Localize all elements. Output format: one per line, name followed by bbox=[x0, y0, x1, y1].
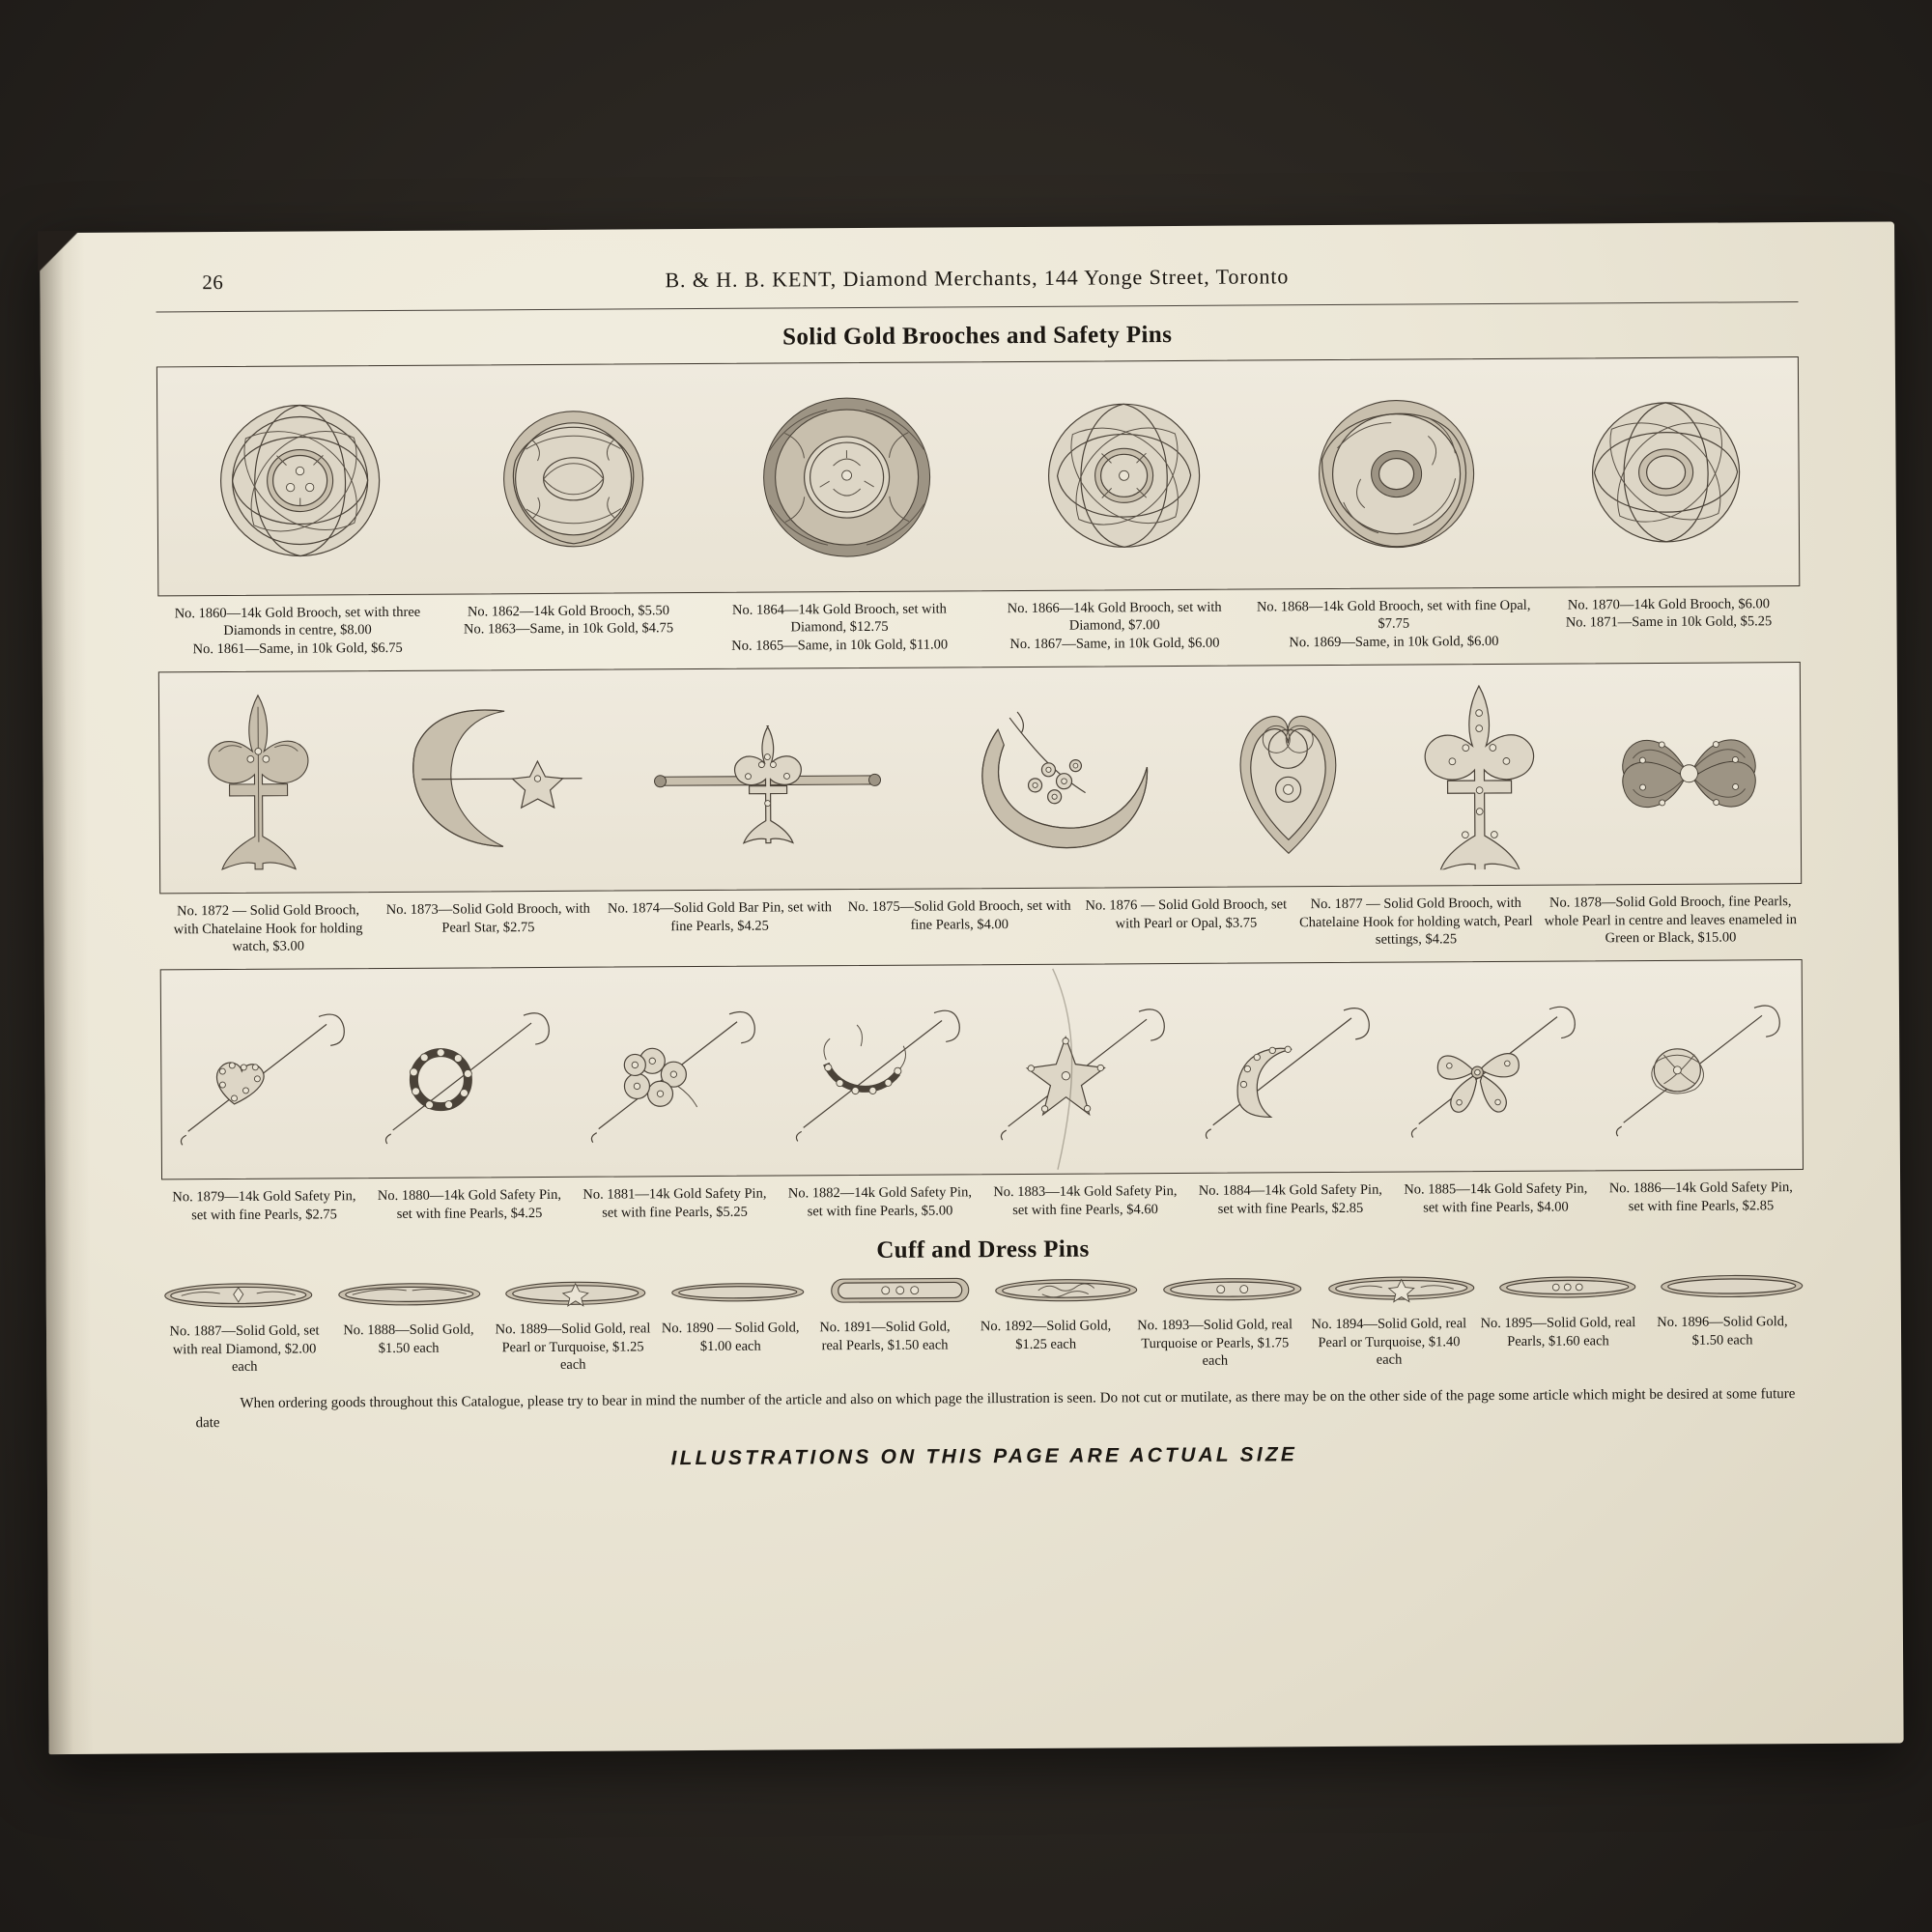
illustration-1860 bbox=[203, 384, 397, 578]
caption-1888: No. 1888—Solid Gold, $1.50 each bbox=[343, 1321, 474, 1356]
caption-1890: No. 1890 — Solid Gold, $1.00 each bbox=[661, 1320, 800, 1354]
caption-1891: No. 1891—Solid Gold, real Pearls, $1.50 each bbox=[819, 1319, 951, 1353]
caption-1885: No. 1885—14k Gold Safety Pin, set with fine Pearls, $4.00 bbox=[1404, 1180, 1588, 1216]
illustration-1885 bbox=[1404, 988, 1584, 1146]
illustration-1892 bbox=[994, 1269, 1139, 1311]
illustration-1889 bbox=[503, 1273, 648, 1315]
catalogue-page bbox=[40, 221, 1904, 1754]
caption-1876: No. 1876 — Solid Gold Brooch, set with Pearl or Opal, $3.75 bbox=[1085, 896, 1288, 932]
caption-1878: No. 1878—Solid Gold Brooch, fine Pearls, whole Pearl in centre and leaves enameled in Green or Black, $15.00 bbox=[1544, 894, 1798, 947]
illustration-1875 bbox=[940, 692, 1169, 863]
caption-row-3 bbox=[161, 1179, 1804, 1224]
illustration-1883 bbox=[994, 990, 1175, 1148]
page-number: 26 bbox=[202, 270, 224, 295]
illustration-1894 bbox=[1325, 1267, 1476, 1309]
illustration-1893 bbox=[1161, 1268, 1304, 1310]
page-content bbox=[156, 259, 1806, 1718]
caption-row-1 bbox=[157, 595, 1800, 659]
caption-1873: No. 1873—Solid Gold Brooch, with Pearl Star, $2.75 bbox=[385, 900, 590, 936]
illustration-1868 bbox=[1304, 385, 1489, 562]
caption-1864: No. 1864—14k Gold Brooch, set with Diamond, $12.75 No. 1865—Same, in 10k Gold, $11.00 bbox=[731, 601, 949, 654]
cuff-pin-row bbox=[162, 1264, 1804, 1317]
caption-1882: No. 1882—14k Gold Safety Pin, set with fine Pearls, $5.00 bbox=[787, 1184, 972, 1220]
illustration-1866 bbox=[1034, 385, 1214, 566]
caption-1895: No. 1895—Solid Gold, real Pearls, $1.60 each bbox=[1480, 1315, 1636, 1350]
illustration-1873 bbox=[383, 699, 596, 863]
caption-1877: No. 1877 — Solid Gold Brooch, with Chatelaine Hook for holding watch, Pearl settings, $4.25 bbox=[1299, 895, 1533, 948]
illustration-1886 bbox=[1609, 987, 1790, 1145]
caption-1880: No. 1880—14k Gold Safety Pin, set with fine Pearls, $4.25 bbox=[377, 1187, 561, 1222]
running-head: B. & H. B. KENT, Diamond Merchants, 144 Yonge Street, Toronto bbox=[665, 264, 1290, 293]
caption-1886: No. 1886—14k Gold Safety Pin, set with fine Pearls, $2.85 bbox=[1608, 1179, 1793, 1214]
caption-1881: No. 1881—14k Gold Safety Pin, set with fine Pearls, $5.25 bbox=[582, 1186, 767, 1221]
caption-1892: No. 1892—Solid Gold, $1.25 each bbox=[980, 1318, 1112, 1352]
section-title-2: Cuff and Dress Pins bbox=[876, 1236, 1090, 1264]
caption-1870: No. 1870—14k Gold Brooch, $6.00 No. 1871—Same in 10k Gold, $5.25 bbox=[1565, 596, 1773, 631]
illustration-1862 bbox=[487, 392, 660, 565]
illustration-1874 bbox=[646, 706, 889, 853]
illustration-1877 bbox=[1406, 680, 1552, 870]
caption-1896: No. 1896—Solid Gold, $1.50 each bbox=[1657, 1314, 1788, 1349]
illustration-band-row3 bbox=[160, 959, 1804, 1179]
illustration-1880 bbox=[379, 994, 559, 1151]
caption-1894: No. 1894—Solid Gold, real Pearl or Turquoise, $1.40 each bbox=[1311, 1316, 1467, 1368]
illustration-band-row2 bbox=[158, 662, 1802, 894]
caption-1884: No. 1884—14k Gold Safety Pin, set with fine Pearls, $2.85 bbox=[1198, 1182, 1382, 1217]
page-header bbox=[156, 259, 1798, 307]
illustration-1895 bbox=[1498, 1266, 1637, 1308]
caption-1875: No. 1875—Solid Gold Brooch, set with fine Pearls, $4.00 bbox=[847, 897, 1071, 933]
caption-row-4 bbox=[162, 1313, 1804, 1377]
caption-1887: No. 1887—Solid Gold, set with real Diamond, $2.00 each bbox=[169, 1322, 320, 1376]
caption-1893: No. 1893—Solid Gold, real Turquoise or Pearls, $1.75 each bbox=[1137, 1317, 1293, 1369]
illustration-1891 bbox=[827, 1270, 972, 1314]
illustration-1887 bbox=[162, 1275, 315, 1317]
caption-1868: No. 1868—14k Gold Brooch, set with fine Opal, $7.75 No. 1869—Same, in 10k Gold, $6.00 bbox=[1256, 597, 1531, 651]
illustration-1888 bbox=[336, 1274, 481, 1316]
section-title: Solid Gold Brooches and Safety Pins bbox=[782, 322, 1173, 351]
illustration-1876 bbox=[1220, 689, 1356, 864]
illustration-1870 bbox=[1578, 385, 1753, 558]
illustration-1884 bbox=[1199, 989, 1379, 1147]
caption-1874: No. 1874—Solid Gold Bar Pin, set with fine Pearls, $4.25 bbox=[607, 899, 833, 934]
caption-1872: No. 1872 — Solid Gold Brooch, with Chatelaine Hook for holding watch, $3.00 bbox=[173, 902, 363, 955]
caption-1862: No. 1862—14k Gold Brooch, $5.50 No. 1863—Same, in 10k Gold, $4.75 bbox=[463, 603, 674, 638]
caption-1889: No. 1889—Solid Gold, real Pearl or Turquoise, $1.25 each bbox=[495, 1321, 651, 1373]
illustration-1872 bbox=[185, 688, 331, 878]
illustration-1896 bbox=[1660, 1265, 1804, 1307]
ordering-note: When ordering goods throughout this Catalogue, please try to bear in mind the number of the article and also on which page the illustration is seen. Do not cut or mutilate, as there may be on the other side of the page some article which might be desired at some future date bbox=[195, 1386, 1796, 1432]
illustration-1890 bbox=[670, 1273, 806, 1313]
caption-1879: No. 1879—14k Gold Safety Pin, set with fine Pearls, $2.75 bbox=[172, 1188, 356, 1224]
illustration-1878 bbox=[1604, 688, 1775, 859]
illustration-1879 bbox=[174, 996, 355, 1153]
actual-size-note: ILLUSTRATIONS ON THIS PAGE ARE ACTUAL SIZE bbox=[670, 1443, 1298, 1470]
illustration-1882 bbox=[789, 992, 970, 1150]
illustration-1864 bbox=[750, 382, 944, 572]
caption-1883: No. 1883—14k Gold Safety Pin, set with fine Pearls, $4.60 bbox=[993, 1183, 1178, 1218]
caption-1860: No. 1860—14k Gold Brooch, set with three Diamonds in centre, $8.00 No. 1861—Same, in 10k Gold, $6.75 bbox=[174, 604, 421, 658]
caption-row-2 bbox=[159, 893, 1802, 956]
caption-1866: No. 1866—14k Gold Brooch, set with Diamond, $7.00 No. 1867—Same, in 10k Gold, $6.00 bbox=[1007, 599, 1222, 652]
illustration-band-row1 bbox=[156, 356, 1800, 596]
illustration-1881 bbox=[583, 993, 764, 1151]
